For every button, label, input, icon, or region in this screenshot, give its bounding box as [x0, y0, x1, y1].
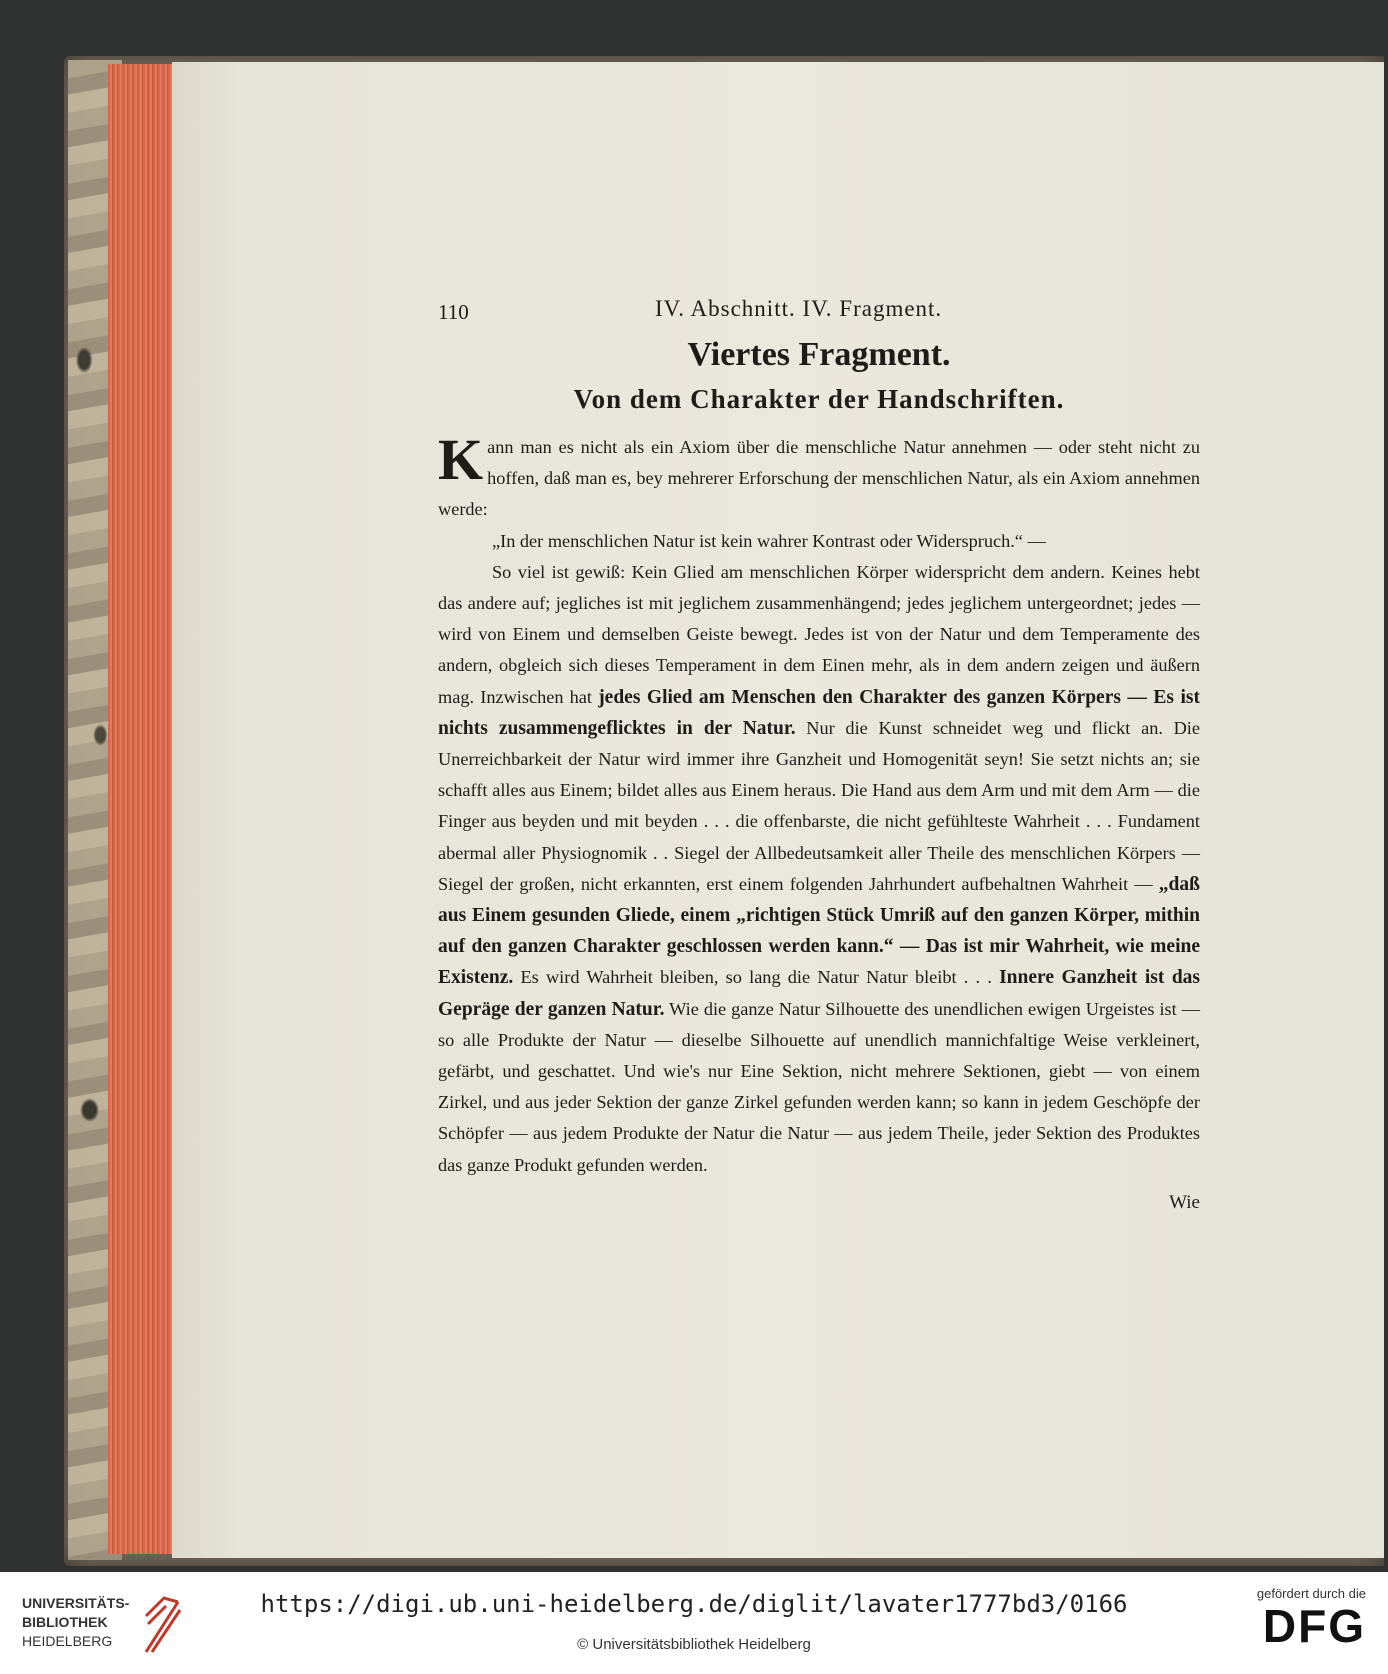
- chapter-subtitle: Von dem Charakter der Handschriften.: [573, 384, 1065, 414]
- body-text: [438, 427, 1201, 1218]
- library-line-1: UNIVERSITÄTS-: [22, 1595, 130, 1611]
- paragraph-1: [438, 427, 1200, 526]
- page-edge: [108, 64, 174, 1554]
- text-block: [438, 296, 1200, 1218]
- catchword: Wie: [1169, 1191, 1200, 1213]
- footer-bar: [0, 1572, 1388, 1674]
- dfg-logo: DFG: [1262, 1600, 1366, 1652]
- funding-caption: gefördert durch die: [1256, 1586, 1366, 1601]
- paragraph-1-text: ann man es nicht als ein Axiom über die menschliche Natur annehmen — oder steht nicht zu hoffen, daß man es, bey mehrerer Erforschung der menschlichen Natur, als ein Axiom annehmen werde:: [438, 437, 1200, 520]
- library-line-2: BIBLIOTHEK: [22, 1614, 108, 1630]
- paragraph-2-part-d: Wie die ganze Natur Silhouette des unendlichen ewigen Urgeistes ist — so alle Produkte der Natur — dieselbe Silhouette auf unendlich mannichfaltige Weise verkleinert, gefärbt, und geschattet. Und wie's nur Eine Sektion, nicht mehrere Sektionen, giebt — von einem Zirkel, und aus jeder Sektion der ganze Zirkel gefunden werden kann; so kann in jedem Geschöpfe der Schöpfer — aus jedem Produkte der Natur die Natur — aus jedem Theile, jeder Sektion des Produktes das ganze Produkt gefunden werden.: [438, 998, 1200, 1175]
- paragraph-2: [438, 557, 1200, 1181]
- running-head: IV. Abschnitt. IV. Fragment.: [655, 296, 943, 321]
- drop-cap: K: [438, 427, 484, 492]
- copyright-notice: © Universitätsbibliothek Heidelberg: [577, 1636, 811, 1653]
- quote: „In der menschlichen Natur ist kein wahrer Kontrast oder Widerspruch.“ —: [492, 530, 1046, 551]
- emphasis-1: jedes Glied am Menschen den Charakter des ganzen Körpers — Es ist nichts zusammengeflicktes in der Natur.: [438, 686, 1201, 739]
- permalink-url[interactable]: https://digi.ub.uni-heidelberg.de/diglit/lavater1777bd3/0166: [260, 1590, 1128, 1618]
- funder-block[interactable]: [1226, 1586, 1366, 1651]
- library-line-3: HEIDELBERG: [22, 1633, 113, 1649]
- paragraph-2-part-a: So viel ist gewiß: Kein Glied am menschlichen Körper widerspricht dem andern. Keines hebt das andere auf; jegliches ist mit jeglichem zusammenhängend; jedes jeglichem untergeordnet; jedes — wird von Einem und demselben Geiste bewegt. Jedes ist von der Natur und dem Temperamente des andern, obgleich sich dieses Temperament in dem Einen mehr, als in dem andern zeigen und äußern mag. Inzwischen hat: [438, 561, 1200, 707]
- paragraph-2-part-b: Nur die Kunst schneidet weg und flickt an. Die Unerreichbarkeit der Natur wird immer ihre Ganzheit und Homogenität seyn! Sie setzt nichts an; sie schafft alles aus Einem; bildet alles aus Einem heraus. Die Hand aus dem Arm und mit dem Arm — die Finger aus beyden und mit beyden . . . die offenbarste, die nicht gefühlteste Wahrheit . . . Fundament abermal aller Physiognomik . . Siegel der Allbedeutsamkeit aller Theile des menschlichen Körpers — Siegel der großen, nicht erkannten, erst einem folgenden Jahrhundert aufbehaltnen Wahrheit —: [438, 717, 1200, 894]
- chapter-title: Viertes Fragment.: [687, 336, 951, 373]
- page-header: [438, 296, 1200, 332]
- emphasis-2: „daß aus Einem gesunden Gliede, einem „richtigen Stück Umriß auf den ganzen Körper, mithin auf den ganzen Charakter geschlossen werden kann.“ — Das ist mir Wahrheit, wie meine Existenz.: [438, 873, 1200, 989]
- page-number: 110: [438, 300, 469, 324]
- paragraph-2-part-c: Es wird Wahrheit bleiben, so lang die Natur Natur bleibt . . .: [513, 967, 1000, 988]
- emphasis-3: Innere Ganzheit ist das Gepräge der ganzen Natur.: [438, 967, 1201, 1020]
